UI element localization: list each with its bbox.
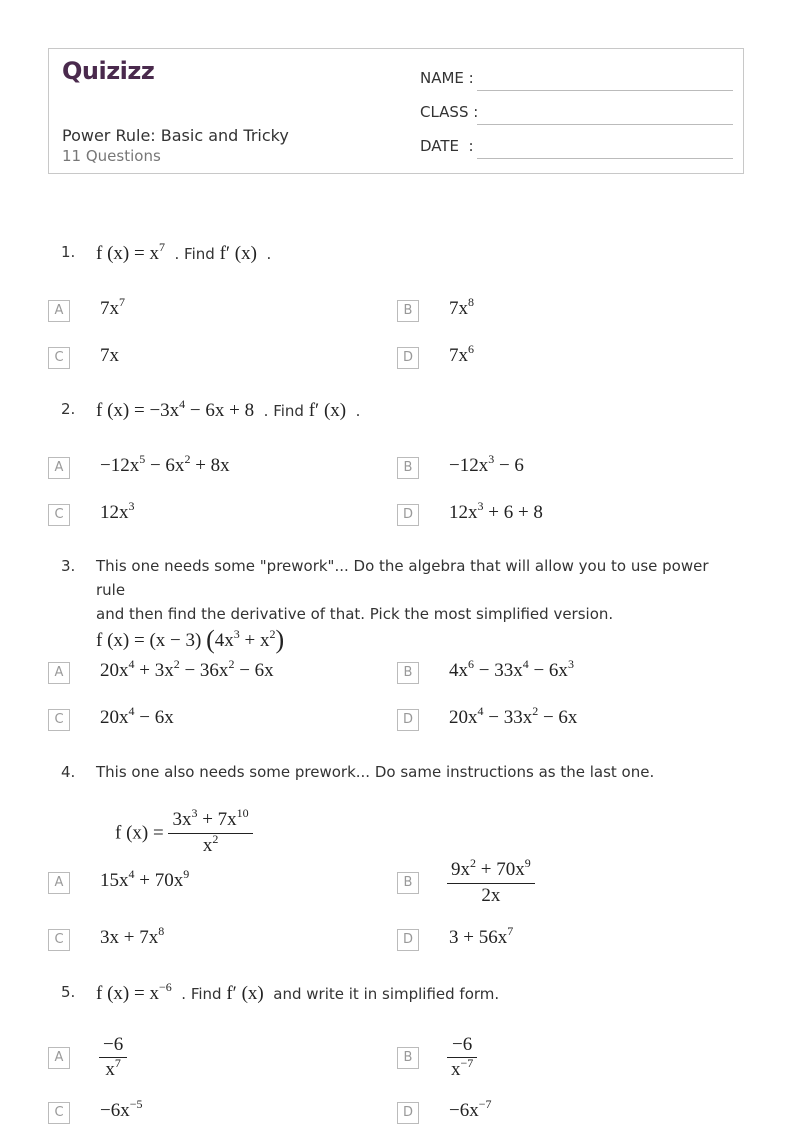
option-d-box[interactable]: D (397, 709, 419, 731)
option-b-value: $-12x^3 - 6$ (449, 452, 524, 476)
question-count: 11 Questions (62, 147, 161, 165)
option-c-box[interactable]: C (48, 929, 70, 951)
worksheet-header (48, 48, 744, 174)
option-b-box[interactable]: B (397, 300, 419, 322)
name-label: NAME : (420, 69, 474, 87)
question-2-number: 2. (61, 400, 76, 418)
question-4-text: This one also needs some prework... Do same instructions as the last one. f (x) = $\frac{3x^3 + 7x^{10}}{x^2}$ (96, 763, 655, 856)
option-a-value: $15x^4 + 70x^9$ (100, 867, 190, 891)
date-label: DATE : (420, 137, 474, 155)
option-d-value: $-6x^{-7}$ (449, 1097, 492, 1121)
class-line[interactable] (477, 123, 733, 125)
option-a-box[interactable]: A (48, 872, 70, 894)
option-d-value: $20x^4 - 33x^2 - 6x$ (449, 704, 578, 728)
option-b-value: $\frac{9x^2 + 70x^9}{2x}$ (447, 858, 535, 908)
question-4-number: 4. (61, 763, 76, 781)
date-line[interactable] (477, 157, 733, 159)
option-a-box[interactable]: A (48, 1047, 70, 1069)
option-c-value: 7x (100, 345, 119, 366)
option-c-box[interactable]: C (48, 709, 70, 731)
option-d-box[interactable]: D (397, 1102, 419, 1124)
option-b-box[interactable]: B (397, 872, 419, 894)
question-2-text: f $(x) = -3x^4 - 6x + 8$ . Find f′ (x) . (96, 397, 361, 421)
option-d-box[interactable]: D (397, 347, 419, 369)
question-3-number: 3. (61, 557, 76, 575)
option-c-box[interactable]: C (48, 1102, 70, 1124)
question-3-text: This one needs some "prework"... Do the algebra that will allow you to use power rule and then find the derivative of that. Pick the most simplified version. f (x) = (x − 3) $(4x^3 + x^2)$ (96, 557, 709, 654)
option-d-value: $3 + 56x^7$ (449, 924, 514, 948)
option-b-value: $\frac{-6}{x^{-7}}$ (447, 1033, 477, 1083)
worksheet-title: Power Rule: Basic and Tricky (62, 126, 289, 145)
question-1-number: 1. (61, 243, 76, 261)
option-a-value: $\frac{-6}{x^7}$ (99, 1033, 127, 1083)
option-b-box[interactable]: B (397, 662, 419, 684)
option-a-value: $20x^4 + 3x^2 - 36x^2 - 6x$ (100, 657, 274, 681)
option-d-value: $12x^3 + 6 + 8$ (449, 499, 543, 523)
option-d-value: $7x^6$ (449, 342, 474, 366)
option-c-box[interactable]: C (48, 347, 70, 369)
option-a-box[interactable]: A (48, 662, 70, 684)
option-c-value: $3x + 7x^8$ (100, 924, 165, 948)
option-b-box[interactable]: B (397, 457, 419, 479)
option-b-value: $7x^8$ (449, 295, 474, 319)
question-5-text: f $(x) = x^{-6}$ . Find f′ (x) and write it in simplified form. (96, 980, 500, 1004)
option-c-value: $20x^4 - 6x$ (100, 704, 174, 728)
option-a-value: $-12x^5 - 6x^2 + 8x$ (100, 452, 230, 476)
option-d-box[interactable]: D (397, 504, 419, 526)
quizizz-logo: Quizizz (62, 57, 155, 85)
option-b-value: $4x^6 - 33x^4 - 6x^3$ (449, 657, 574, 681)
class-label: CLASS : (420, 103, 479, 121)
question-1-text: f $(x) = x^7$ . Find f′ (x) . (96, 240, 272, 264)
option-a-value: $7x^7$ (100, 295, 125, 319)
option-d-box[interactable]: D (397, 929, 419, 951)
option-c-value: $-6x^{-5}$ (100, 1097, 143, 1121)
option-a-box[interactable]: A (48, 457, 70, 479)
option-b-box[interactable]: B (397, 1047, 419, 1069)
question-5-number: 5. (61, 983, 76, 1001)
option-c-value: $12x^3$ (100, 499, 135, 523)
option-a-box[interactable]: A (48, 300, 70, 322)
option-c-box[interactable]: C (48, 504, 70, 526)
name-line[interactable] (477, 89, 733, 91)
